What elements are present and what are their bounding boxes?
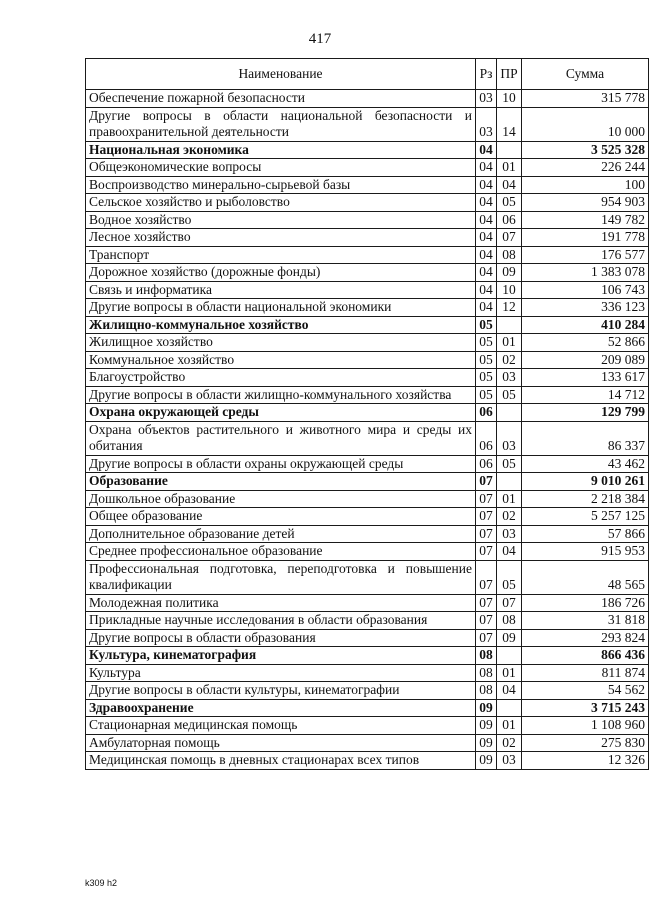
row-sum: 275 830 [522, 734, 649, 752]
table-row [86, 281, 649, 299]
table-row [86, 455, 649, 473]
section-row [86, 404, 649, 422]
row-name: Профессиональная подготовка, переподготовка и повышение квалификации [86, 560, 476, 594]
row-sum: 86 337 [522, 421, 649, 455]
table-row [86, 629, 649, 647]
row-pr [497, 473, 522, 491]
table-row [86, 734, 649, 752]
row-pr: 01 [497, 159, 522, 177]
row-sum: 14 712 [522, 386, 649, 404]
row-sum: 191 778 [522, 229, 649, 247]
table-row [86, 194, 649, 212]
row-pr: 03 [497, 421, 522, 455]
row-rz: 06 [476, 455, 497, 473]
table-row [86, 752, 649, 770]
row-rz: 06 [476, 404, 497, 422]
row-name: Дорожное хозяйство (дорожные фонды) [86, 264, 476, 282]
row-name: Другие вопросы в области культуры, кинематографии [86, 682, 476, 700]
table-row [86, 525, 649, 543]
row-sum: 866 436 [522, 647, 649, 665]
table-row [86, 560, 649, 594]
row-sum: 129 799 [522, 404, 649, 422]
row-rz: 04 [476, 281, 497, 299]
row-pr: 05 [497, 194, 522, 212]
row-rz: 07 [476, 490, 497, 508]
row-rz: 07 [476, 543, 497, 561]
row-rz: 08 [476, 647, 497, 665]
row-sum: 10 000 [522, 107, 649, 141]
row-sum: 1 383 078 [522, 264, 649, 282]
row-pr: 01 [497, 664, 522, 682]
row-rz: 07 [476, 594, 497, 612]
row-name: Общее образование [86, 508, 476, 526]
table-row [86, 543, 649, 561]
row-rz: 09 [476, 699, 497, 717]
table-row [86, 264, 649, 282]
table-row [86, 369, 649, 387]
row-name: Водное хозяйство [86, 211, 476, 229]
row-name: Дополнительное образование детей [86, 525, 476, 543]
row-pr: 03 [497, 525, 522, 543]
row-rz: 07 [476, 629, 497, 647]
table-row [86, 351, 649, 369]
table-row [86, 508, 649, 526]
row-name: Культура, кинематография [86, 647, 476, 665]
row-pr: 09 [497, 264, 522, 282]
row-name: Общеэкономические вопросы [86, 159, 476, 177]
row-sum: 2 218 384 [522, 490, 649, 508]
table-row [86, 682, 649, 700]
row-sum: 9 010 261 [522, 473, 649, 491]
header-row [86, 59, 649, 90]
row-sum: 133 617 [522, 369, 649, 387]
row-name: Связь и информатика [86, 281, 476, 299]
row-sum: 149 782 [522, 211, 649, 229]
row-sum: 915 953 [522, 543, 649, 561]
row-sum: 336 123 [522, 299, 649, 317]
row-sum: 48 565 [522, 560, 649, 594]
row-pr: 03 [497, 752, 522, 770]
table-row [86, 490, 649, 508]
row-name: Другие вопросы в области образования [86, 629, 476, 647]
row-name: Образование [86, 473, 476, 491]
row-pr [497, 316, 522, 334]
row-rz: 05 [476, 351, 497, 369]
table-row [86, 229, 649, 247]
row-sum: 315 778 [522, 90, 649, 108]
header-name: Наименование [86, 59, 476, 90]
budget-table [85, 58, 649, 770]
row-name: Лесное хозяйство [86, 229, 476, 247]
row-name: Жилищное хозяйство [86, 334, 476, 352]
row-sum: 43 462 [522, 455, 649, 473]
row-rz: 07 [476, 560, 497, 594]
row-pr: 14 [497, 107, 522, 141]
row-pr: 10 [497, 90, 522, 108]
table-row [86, 246, 649, 264]
row-name: Здравоохранение [86, 699, 476, 717]
row-sum: 57 866 [522, 525, 649, 543]
row-name: Другие вопросы в области жилищно-коммунального хозяйства [86, 386, 476, 404]
row-rz: 09 [476, 717, 497, 735]
table-header [86, 59, 649, 90]
row-name: Обеспечение пожарной безопасности [86, 90, 476, 108]
row-pr: 03 [497, 369, 522, 387]
row-sum: 186 726 [522, 594, 649, 612]
row-sum: 54 562 [522, 682, 649, 700]
row-pr: 08 [497, 612, 522, 630]
row-sum: 1 108 960 [522, 717, 649, 735]
row-name: Среднее профессиональное образование [86, 543, 476, 561]
row-name: Прикладные научные исследования в области образования [86, 612, 476, 630]
footer-code: k309 h2 [85, 878, 118, 888]
row-rz: 03 [476, 107, 497, 141]
row-pr: 05 [497, 560, 522, 594]
row-rz: 04 [476, 141, 497, 159]
row-name: Медицинская помощь в дневных стационарах всех типов [86, 752, 476, 770]
row-rz: 04 [476, 194, 497, 212]
row-rz: 03 [476, 90, 497, 108]
row-name: Охрана окружающей среды [86, 404, 476, 422]
row-rz: 06 [476, 421, 497, 455]
table-body [86, 90, 649, 770]
row-sum: 226 244 [522, 159, 649, 177]
row-pr: 02 [497, 734, 522, 752]
row-rz: 04 [476, 229, 497, 247]
row-rz: 04 [476, 299, 497, 317]
row-sum: 100 [522, 176, 649, 194]
section-row [86, 699, 649, 717]
row-pr: 05 [497, 455, 522, 473]
row-rz: 05 [476, 369, 497, 387]
row-rz: 05 [476, 316, 497, 334]
section-row [86, 647, 649, 665]
row-sum: 293 824 [522, 629, 649, 647]
header-sum: Сумма [522, 59, 649, 90]
row-pr: 02 [497, 351, 522, 369]
row-sum: 5 257 125 [522, 508, 649, 526]
row-rz: 04 [476, 264, 497, 282]
row-sum: 12 326 [522, 752, 649, 770]
row-pr: 01 [497, 490, 522, 508]
row-rz: 07 [476, 508, 497, 526]
row-name: Воспроизводство минерально-сырьевой базы [86, 176, 476, 194]
row-rz: 05 [476, 386, 497, 404]
row-sum: 811 874 [522, 664, 649, 682]
row-sum: 31 818 [522, 612, 649, 630]
row-sum: 52 866 [522, 334, 649, 352]
table-row [86, 107, 649, 141]
section-row [86, 316, 649, 334]
row-pr [497, 141, 522, 159]
row-pr: 05 [497, 386, 522, 404]
row-name: Молодежная политика [86, 594, 476, 612]
row-rz: 04 [476, 211, 497, 229]
table-row [86, 334, 649, 352]
row-rz: 07 [476, 473, 497, 491]
row-rz: 07 [476, 612, 497, 630]
table-row [86, 386, 649, 404]
table-row [86, 90, 649, 108]
row-rz: 07 [476, 525, 497, 543]
row-pr: 07 [497, 229, 522, 247]
row-name: Стационарная медицинская помощь [86, 717, 476, 735]
row-pr: 10 [497, 281, 522, 299]
table-row [86, 176, 649, 194]
table-row [86, 612, 649, 630]
row-rz: 04 [476, 246, 497, 264]
row-pr: 09 [497, 629, 522, 647]
row-pr: 01 [497, 717, 522, 735]
row-name: Дошкольное образование [86, 490, 476, 508]
row-pr: 07 [497, 594, 522, 612]
row-name: Благоустройство [86, 369, 476, 387]
row-name: Другие вопросы в области национальной безопасности и правоохранительной деятельности [86, 107, 476, 141]
row-sum: 176 577 [522, 246, 649, 264]
row-name: Коммунальное хозяйство [86, 351, 476, 369]
row-pr: 04 [497, 682, 522, 700]
row-name: Жилищно-коммунальное хозяйство [86, 316, 476, 334]
table-row [86, 594, 649, 612]
header-pr: ПР [497, 59, 522, 90]
row-rz: 04 [476, 176, 497, 194]
row-pr [497, 699, 522, 717]
row-rz: 08 [476, 682, 497, 700]
row-name: Другие вопросы в области национальной экономики [86, 299, 476, 317]
table-row [86, 664, 649, 682]
row-pr: 04 [497, 176, 522, 194]
row-pr: 02 [497, 508, 522, 526]
row-rz: 04 [476, 159, 497, 177]
row-pr: 12 [497, 299, 522, 317]
row-name: Транспорт [86, 246, 476, 264]
row-pr [497, 647, 522, 665]
row-pr [497, 404, 522, 422]
row-sum: 410 284 [522, 316, 649, 334]
row-sum: 3 525 328 [522, 141, 649, 159]
row-name: Другие вопросы в области охраны окружающей среды [86, 455, 476, 473]
page-number: 417 [308, 31, 332, 47]
row-name: Национальная экономика [86, 141, 476, 159]
row-pr: 01 [497, 334, 522, 352]
row-name: Охрана объектов растительного и животного мира и среды их обитания [86, 421, 476, 455]
section-row [86, 141, 649, 159]
table-row [86, 299, 649, 317]
table-row [86, 717, 649, 735]
row-rz: 05 [476, 334, 497, 352]
row-name: Сельское хозяйство и рыболовство [86, 194, 476, 212]
header-rz: Рз [476, 59, 497, 90]
row-sum: 954 903 [522, 194, 649, 212]
section-row [86, 473, 649, 491]
row-rz: 09 [476, 752, 497, 770]
row-rz: 08 [476, 664, 497, 682]
row-sum: 3 715 243 [522, 699, 649, 717]
row-sum: 106 743 [522, 281, 649, 299]
row-pr: 06 [497, 211, 522, 229]
row-name: Культура [86, 664, 476, 682]
table-row [86, 211, 649, 229]
row-pr: 04 [497, 543, 522, 561]
row-pr: 08 [497, 246, 522, 264]
row-name: Амбулаторная помощь [86, 734, 476, 752]
row-rz: 09 [476, 734, 497, 752]
row-sum: 209 089 [522, 351, 649, 369]
table-row [86, 159, 649, 177]
table-row [86, 421, 649, 455]
